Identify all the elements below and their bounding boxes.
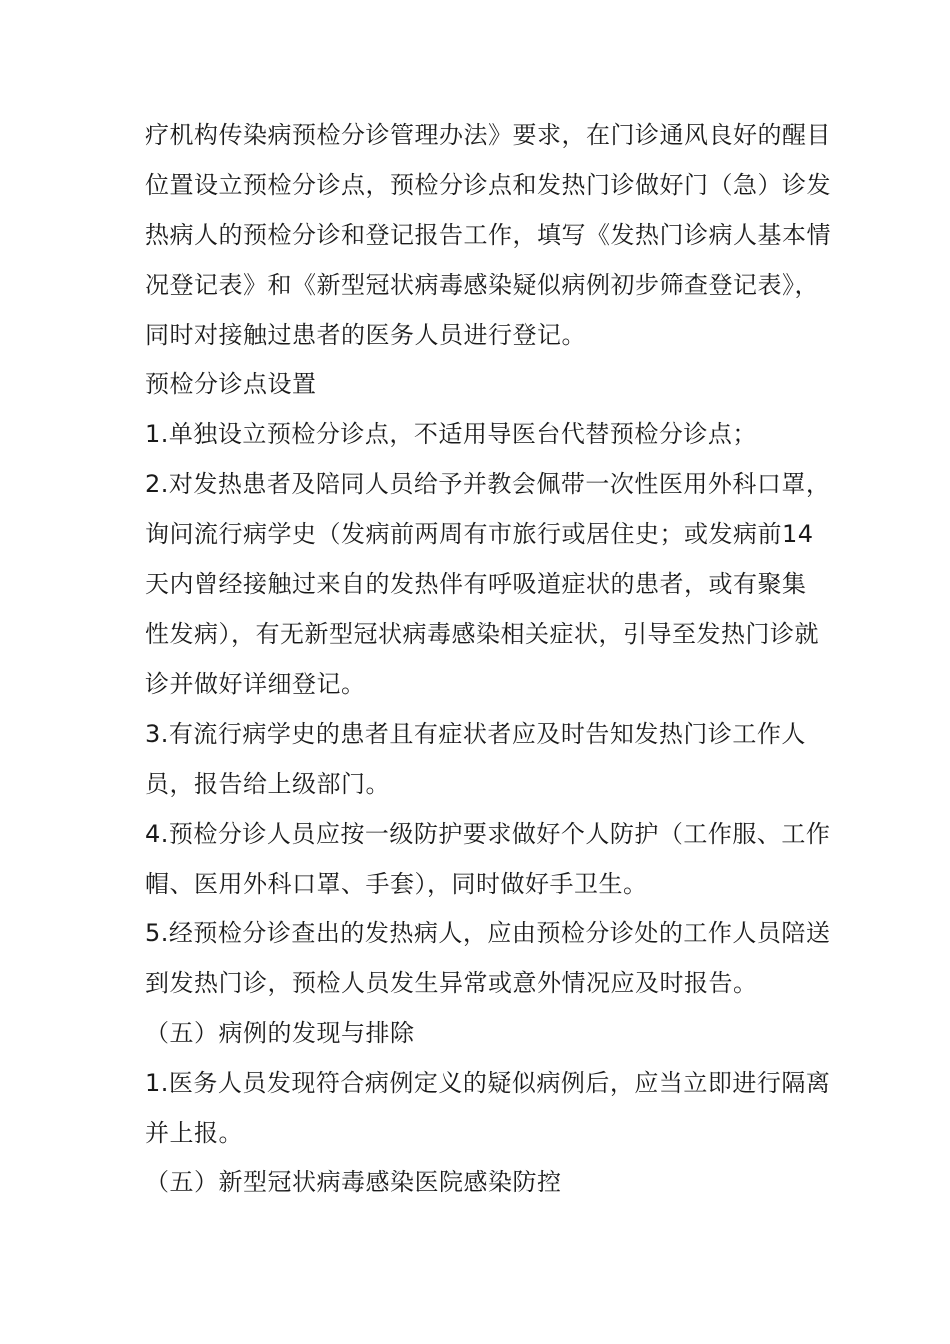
text-line: 诊并做好详细登记。	[145, 670, 366, 698]
text-line: 到发热门诊，预检人员发生异常或意外情况应及时报告。	[145, 969, 758, 997]
list-item: 1.单独设立预检分诊点，不适用导医台代替预检分诊点；	[145, 420, 757, 448]
list-item: 3.有流行病学史的患者且有症状者应及时告知发热门诊工作人	[145, 720, 806, 748]
list-item: 2.对发热患者及陪同人员给予并教会佩带一次性医用外科口罩，	[145, 470, 831, 498]
section-heading: （五）病例的发现与排除	[145, 1019, 415, 1047]
text-line: 性发病），有无新型冠状病毒感染相关症状，引导至发热门诊就	[145, 620, 819, 648]
list-item: 4.预检分诊人员应按一级防护要求做好个人防护（工作服、工作	[145, 820, 831, 848]
list-item: 1.医务人员发现符合病例定义的疑似病例后，应当立即进行隔离	[145, 1069, 831, 1097]
text-line: 位置设立预检分诊点，预检分诊点和发热门诊做好门（急）诊发	[145, 171, 831, 199]
text-line: 询问流行病学史（发病前两周有市旅行或居住史；或发病前14	[145, 520, 814, 548]
text-line: 疗机构传染病预检分诊管理办法》要求，在门诊通风良好的醒目	[145, 121, 831, 149]
section-heading: 预检分诊点设置	[145, 370, 317, 398]
text-line: 况登记表》和《新型冠状病毒感染疑似病例初步筛查登记表》，	[145, 271, 819, 299]
text-line: 热病人的预检分诊和登记报告工作，填写《发热门诊病人基本情	[145, 221, 831, 249]
text-line: 天内曾经接触过来自的发热伴有呼吸道症状的患者，或有聚集	[145, 570, 807, 598]
text-line: 帽、医用外科口罩、手套），同时做好手卫生。	[145, 870, 648, 898]
text-line: 员，报告给上级部门。	[145, 770, 390, 798]
text-line: 并上报。	[145, 1119, 243, 1147]
section-heading: （五）新型冠状病毒感染医院感染防控	[145, 1168, 562, 1196]
text-line: 同时对接触过患者的医务人员进行登记。	[145, 321, 586, 349]
list-item: 5.经预检分诊查出的发热病人，应由预检分诊处的工作人员陪送	[145, 919, 831, 947]
